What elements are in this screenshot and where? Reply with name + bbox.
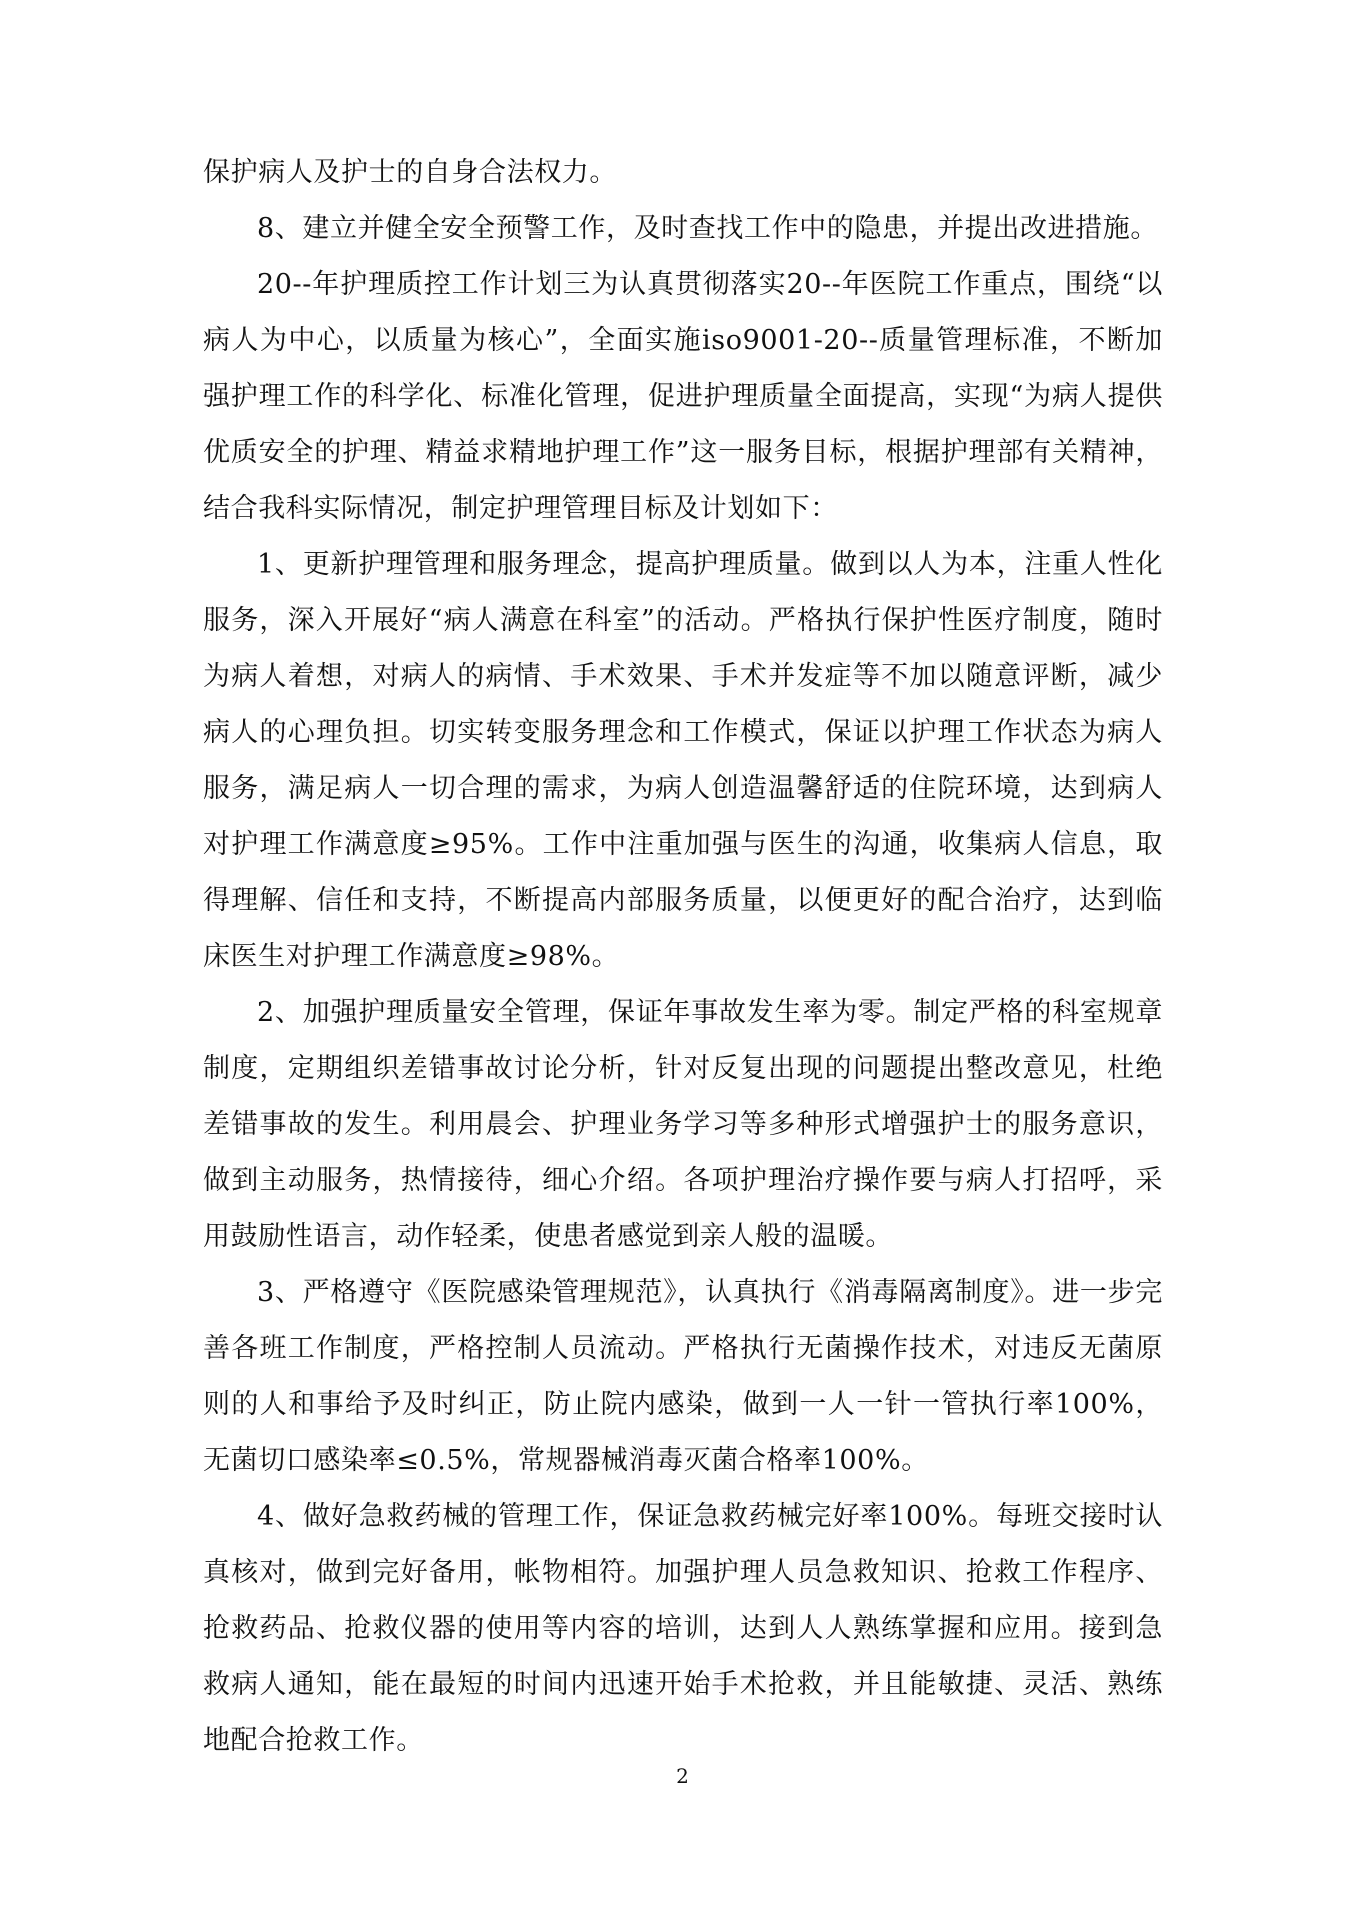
paragraph-plan-intro: 20--年护理质控工作计划三为认真贯彻落实20--年医院工作重点，围绕“以病人为中心，以质量为核心”，全面实施iso9001-20--质量管理标准，不断加强护理工作的科学化、标准化管理，促进护理质量全面提高，实现“为病人提供优质安全的护理、精益求精地护理工作”这一服务目标，根据护理部有关精神，结合我科实际情况，制定护理管理目标及计划如下：: [203, 269, 1163, 524]
paragraph-item-4: 4、做好急救药械的管理工作，保证急救药械完好率100%。每班交接时认真核对，做到完好备用，帐物相符。加强护理人员急救知识、抢救工作程序、抢救药品、抢救仪器的使用等内容的培训，达到人人熟练掌握和应用。接到急救病人通知，能在最短的时间内迅速开始手术抢救，并且能敏捷、灵活、熟练地配合抢救工作。: [203, 1501, 1163, 1756]
document-body: [203, 145, 1163, 1769]
paragraph-item-8: 8、建立并健全安全预警工作，及时查找工作中的隐患，并提出改进措施。: [257, 213, 1158, 244]
paragraph-item-3: 3、严格遵守《医院感染管理规范》，认真执行《消毒隔离制度》。进一步完善各班工作制度，严格控制人员流动。严格执行无菌操作技术，对违反无菌原则的人和事给予及时纠正，防止院内感染，做到一人一针一管执行率100%，无菌切口感染率≤0.5%，常规器械消毒灭菌合格率100%。: [203, 1277, 1163, 1476]
paragraph-item-2: 2、加强护理质量安全管理，保证年事故发生率为零。制定严格的科室规章制度，定期组织差错事故讨论分析，针对反复出现的问题提出整改意见，杜绝差错事故的发生。利用晨会、护理业务学习等多种形式增强护士的服务意识，做到主动服务，热情接待，细心介绍。各项护理治疗操作要与病人打招呼，采用鼓励性语言，动作轻柔，使患者感觉到亲人般的温暖。: [203, 997, 1163, 1252]
paragraph-continuation: 保护病人及护士的自身合法权力。: [203, 157, 617, 188]
page-number: 2: [676, 1764, 689, 1788]
paragraph-item-1: 1、更新护理管理和服务理念，提高护理质量。做到以人为本，注重人性化服务，深入开展好“病人满意在科室”的活动。严格执行保护性医疗制度，随时为病人着想，对病人的病情、手术效果、手术并发症等不加以随意评断，减少病人的心理负担。切实转变服务理念和工作模式，保证以护理工作状态为病人服务，满足病人一切合理的需求，为病人创造温馨舒适的住院环境，达到病人对护理工作满意度≥95%。工作中注重加强与医生的沟通，收集病人信息，取得理解、信任和支持，不断提高内部服务质量，以便更好的配合治疗，达到临床医生对护理工作满意度≥98%。: [203, 549, 1163, 972]
